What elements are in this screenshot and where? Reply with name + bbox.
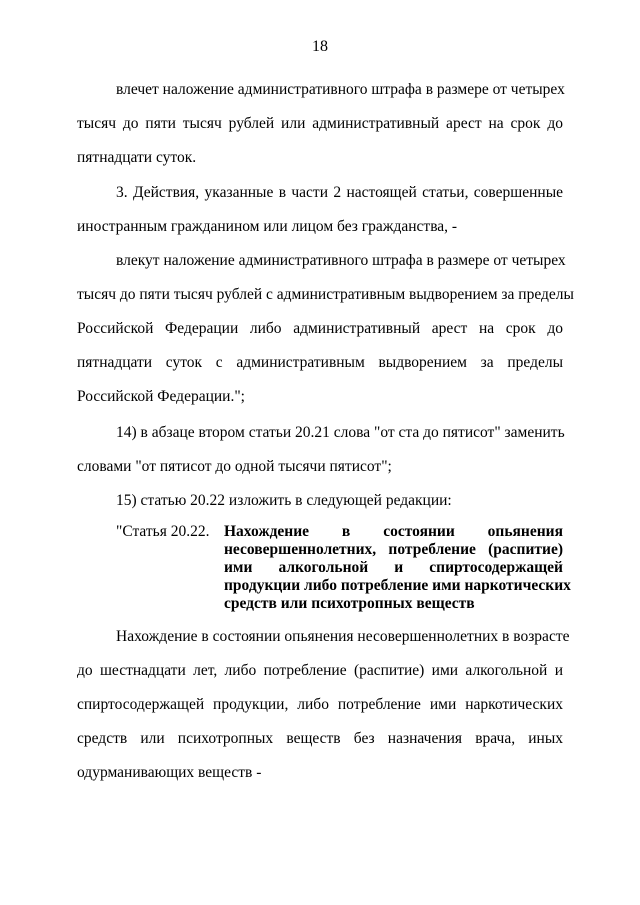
article-title-line: средств или психотропных веществ (224, 595, 475, 612)
text-line: словами "от пятисот до одной тысячи пятисот"; (77, 458, 392, 475)
text-line: пятнадцати суток с административным выдворением за пределы (77, 354, 563, 371)
text-line: спиртосодержащей продукции, либо потребление ими наркотических (77, 696, 563, 713)
article-title-line: Нахождение в состоянии опьянения (224, 523, 563, 540)
article-title-line: несовершеннолетних, потребление (распитие) (224, 541, 563, 558)
article-title (224, 523, 571, 613)
paragraph-item-14 (77, 423, 563, 491)
text-line: средств или психотропных веществ без назначения врача, иных (77, 730, 563, 747)
article-number: "Статья 20.22. (116, 523, 210, 540)
text-line: одурманивающих веществ - (77, 764, 262, 781)
article-title-line: продукции либо потребление ими наркотических (224, 577, 571, 594)
paragraph-article-text (77, 627, 570, 797)
text-line: тысяч до пяти тысяч рублей или административный арест на срок до (77, 115, 563, 132)
text-line: 3. Действия, указанные в части 2 настоящей статьи, совершенные (116, 184, 563, 201)
text-line: Российской Федерации либо административный арест на срок до (77, 320, 563, 337)
text-line: Нахождение в состоянии опьянения несовершеннолетних в возрасте (116, 628, 570, 645)
text-line: пятнадцати суток. (77, 149, 197, 166)
paragraph-part-3 (77, 183, 563, 251)
article-title-line: ими алкогольной и спиртосодержащей (224, 559, 563, 576)
text-line: тысяч до пяти тысяч рублей с административным выдворением за пределы (77, 286, 574, 303)
text-line: 14) в абзаце втором статьи 20.21 слова "от ста до пятисот" заменить (116, 424, 565, 441)
paragraph-penalty-continuation (77, 80, 563, 182)
text-line: иностранным гражданином или лицом без гражданства, - (77, 218, 458, 235)
text-line: Российской Федерации."; (77, 388, 245, 405)
text-line: влечет наложение административного штрафа в размере от четырех (116, 81, 565, 98)
text-line: 15) статью 20.22 изложить в следующей редакции: (116, 492, 452, 509)
text-line: до шестнадцати лет, либо потребление (распитие) ими алкогольной и (77, 662, 563, 679)
page-number: 18 (312, 38, 328, 55)
paragraph-penalty-expulsion (77, 251, 574, 421)
text-line: влекут наложение административного штрафа в размере от четырех (116, 252, 566, 269)
paragraph-item-15 (77, 491, 563, 525)
